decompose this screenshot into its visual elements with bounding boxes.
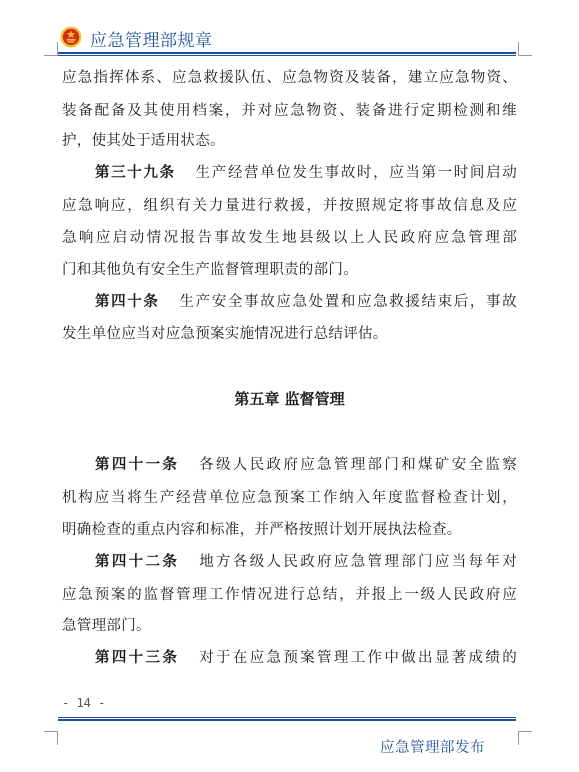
paragraph-line: 发生单位应当对应急预案实施情况进行总结评估。	[62, 326, 388, 342]
header-title: 应急管理部规章	[90, 31, 213, 51]
article-number: 第四十二条	[95, 553, 180, 570]
article-40-first-line	[95, 290, 517, 314]
crop-mark-bottom-left	[44, 731, 58, 745]
crop-mark-bottom-right	[518, 731, 532, 745]
article-text: 生产经营单位发生事故时，应当第一时间启动	[195, 165, 518, 181]
article-number: 第四十一条	[95, 456, 180, 473]
article-43-first-line	[95, 646, 517, 670]
paragraph-line: 机构应当将生产经营单位应急预案工作纳入年度监督检查计划，	[62, 490, 517, 506]
article-41-first-line	[95, 453, 517, 477]
crop-mark-top-right	[518, 42, 532, 56]
crop-mark-top-left	[44, 42, 58, 56]
article-39-first-line	[95, 161, 517, 185]
paragraph-line: 护，使其处于适用状态。	[62, 133, 225, 149]
header-rule-thin	[58, 55, 516, 56]
page-header	[60, 24, 520, 54]
article-text: 生产安全事故应急处置和应急救援结束后，事故	[179, 294, 517, 310]
paragraph-line: 应急指挥体系、应急救援队伍、应急物资及装备，建立应急物资、	[62, 70, 517, 86]
paragraph-line: 应急响应，组织有关力量进行救援，并按照规定将事故信息及应	[62, 198, 517, 214]
paragraph-line: 明确检查的重点内容和标准，并严格按照计划开展执法检查。	[62, 522, 462, 538]
article-number: 第四十三条	[95, 649, 180, 666]
paragraph-line: 门和其他负有安全生产监督管理职责的部门。	[62, 262, 358, 278]
header-rule	[58, 52, 516, 54]
footer-rule	[58, 719, 516, 721]
national-emblem-icon	[60, 26, 82, 48]
paragraph-line: 急管理部门。	[62, 618, 151, 634]
article-text: 地方各级人民政府应急管理部门应当每年对	[199, 554, 518, 570]
paragraph-line: 应急预案的监督管理工作情况进行总结，并报上一级人民政府应	[62, 587, 517, 603]
paragraph-line: 急响应启动情况报告事故发生地县级以上人民政府应急管理部	[62, 230, 517, 246]
article-text: 对于在应急预案管理工作中做出显著成绩的	[199, 650, 518, 666]
paragraph-line: 装备配备及其使用档案，并对应急物资、装备进行定期检测和维	[62, 103, 517, 119]
article-number: 第四十条	[95, 293, 160, 310]
chapter-heading: 第五章 监督管理	[234, 390, 345, 408]
article-42-first-line	[95, 550, 517, 574]
footer-rule-thin	[58, 717, 516, 718]
footer-title: 应急管理部发布	[380, 740, 485, 756]
article-text: 各级人民政府应急管理部门和煤矿安全监察	[199, 457, 518, 473]
article-number: 第三十九条	[95, 164, 176, 181]
page-number: - 14 -	[62, 696, 106, 710]
